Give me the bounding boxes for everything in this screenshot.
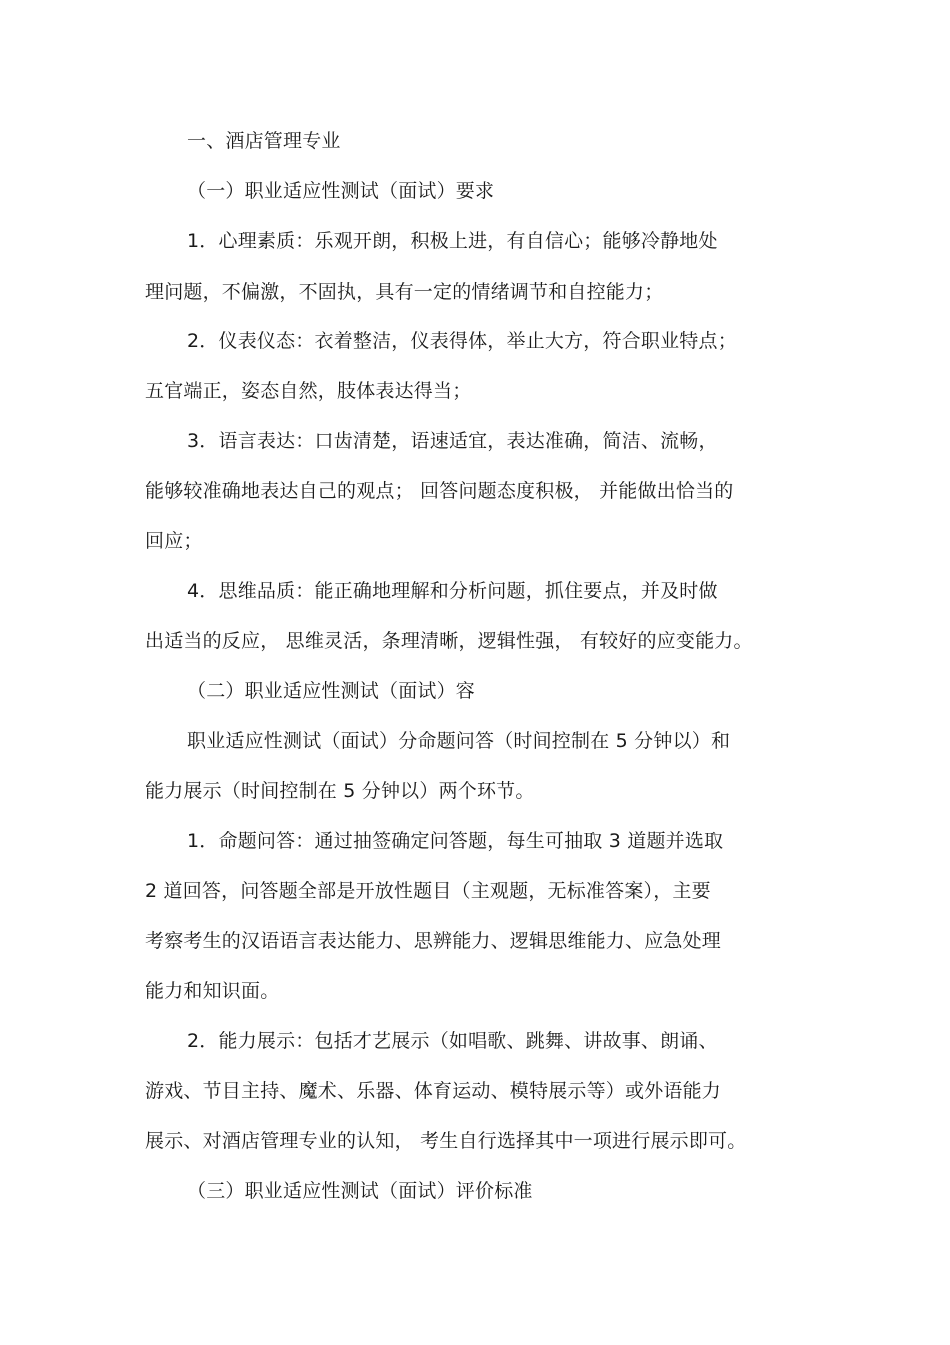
paragraph-line: 展示、对酒店管理专业的认知， 考生自行选择其中一项进行展示即可。 bbox=[145, 1130, 747, 1152]
paragraph-line: 2．能力展示：包括才艺展示（如唱歌、跳舞、讲故事、朗诵、 bbox=[187, 1030, 718, 1052]
paragraph-line: 理问题，不偏激，不固执，具有一定的情绪调节和自控能力； bbox=[145, 281, 664, 303]
paragraph-line: 1．心理素质：乐观开朗，积极上进，有自信心；能够冷静地处 bbox=[187, 230, 718, 252]
subheading-evaluation-criteria: （三）职业适应性测试（面试）评价标准 bbox=[187, 1180, 533, 1202]
subheading-interview-requirements: （一）职业适应性测试（面试）要求 bbox=[187, 180, 495, 202]
paragraph-line: 回应； bbox=[145, 530, 203, 552]
paragraph-line: 能力和知识面。 bbox=[145, 980, 280, 1002]
paragraph-line: 2 道回答，问答题全部是开放性题目（主观题，无标准答案），主要 bbox=[145, 880, 711, 902]
paragraph-line: 3．语言表达：口齿清楚，语速适宜，表达准确，简洁、流畅， bbox=[187, 430, 718, 452]
paragraph-line: 能够较准确地表达自己的观点； 回答问题态度积极， 并能做出恰当的 bbox=[145, 480, 734, 502]
subheading-interview-content: （二）职业适应性测试（面试）容 bbox=[187, 680, 476, 702]
section-heading-hotel-management: 一、酒店管理专业 bbox=[187, 130, 341, 152]
paragraph-line: 4．思维品质：能正确地理解和分析问题，抓住要点，并及时做 bbox=[187, 580, 718, 602]
paragraph-line: 1．命题问答：通过抽签确定问答题，每生可抽取 3 道题并选取 bbox=[187, 830, 724, 852]
paragraph-line: 考察考生的汉语语言表达能力、思辨能力、逻辑思维能力、应急处理 bbox=[145, 930, 722, 952]
paragraph-line: 2．仪表仪态：衣着整洁，仪表得体，举止大方，符合职业特点； bbox=[187, 330, 737, 352]
paragraph-line: 五官端正，姿态自然，肢体表达得当； bbox=[145, 380, 472, 402]
paragraph-line: 职业适应性测试（面试）分命题问答（时间控制在 5 分钟以）和 bbox=[187, 730, 731, 752]
paragraph-line: 能力展示（时间控制在 5 分钟以）两个环节。 bbox=[145, 780, 535, 802]
paragraph-line: 出适当的反应， 思维灵活，条理清晰，逻辑性强， 有较好的应变能力。 bbox=[145, 630, 753, 652]
paragraph-line: 游戏、节目主持、魔术、乐器、体育运动、模特展示等）或外语能力 bbox=[145, 1080, 722, 1102]
